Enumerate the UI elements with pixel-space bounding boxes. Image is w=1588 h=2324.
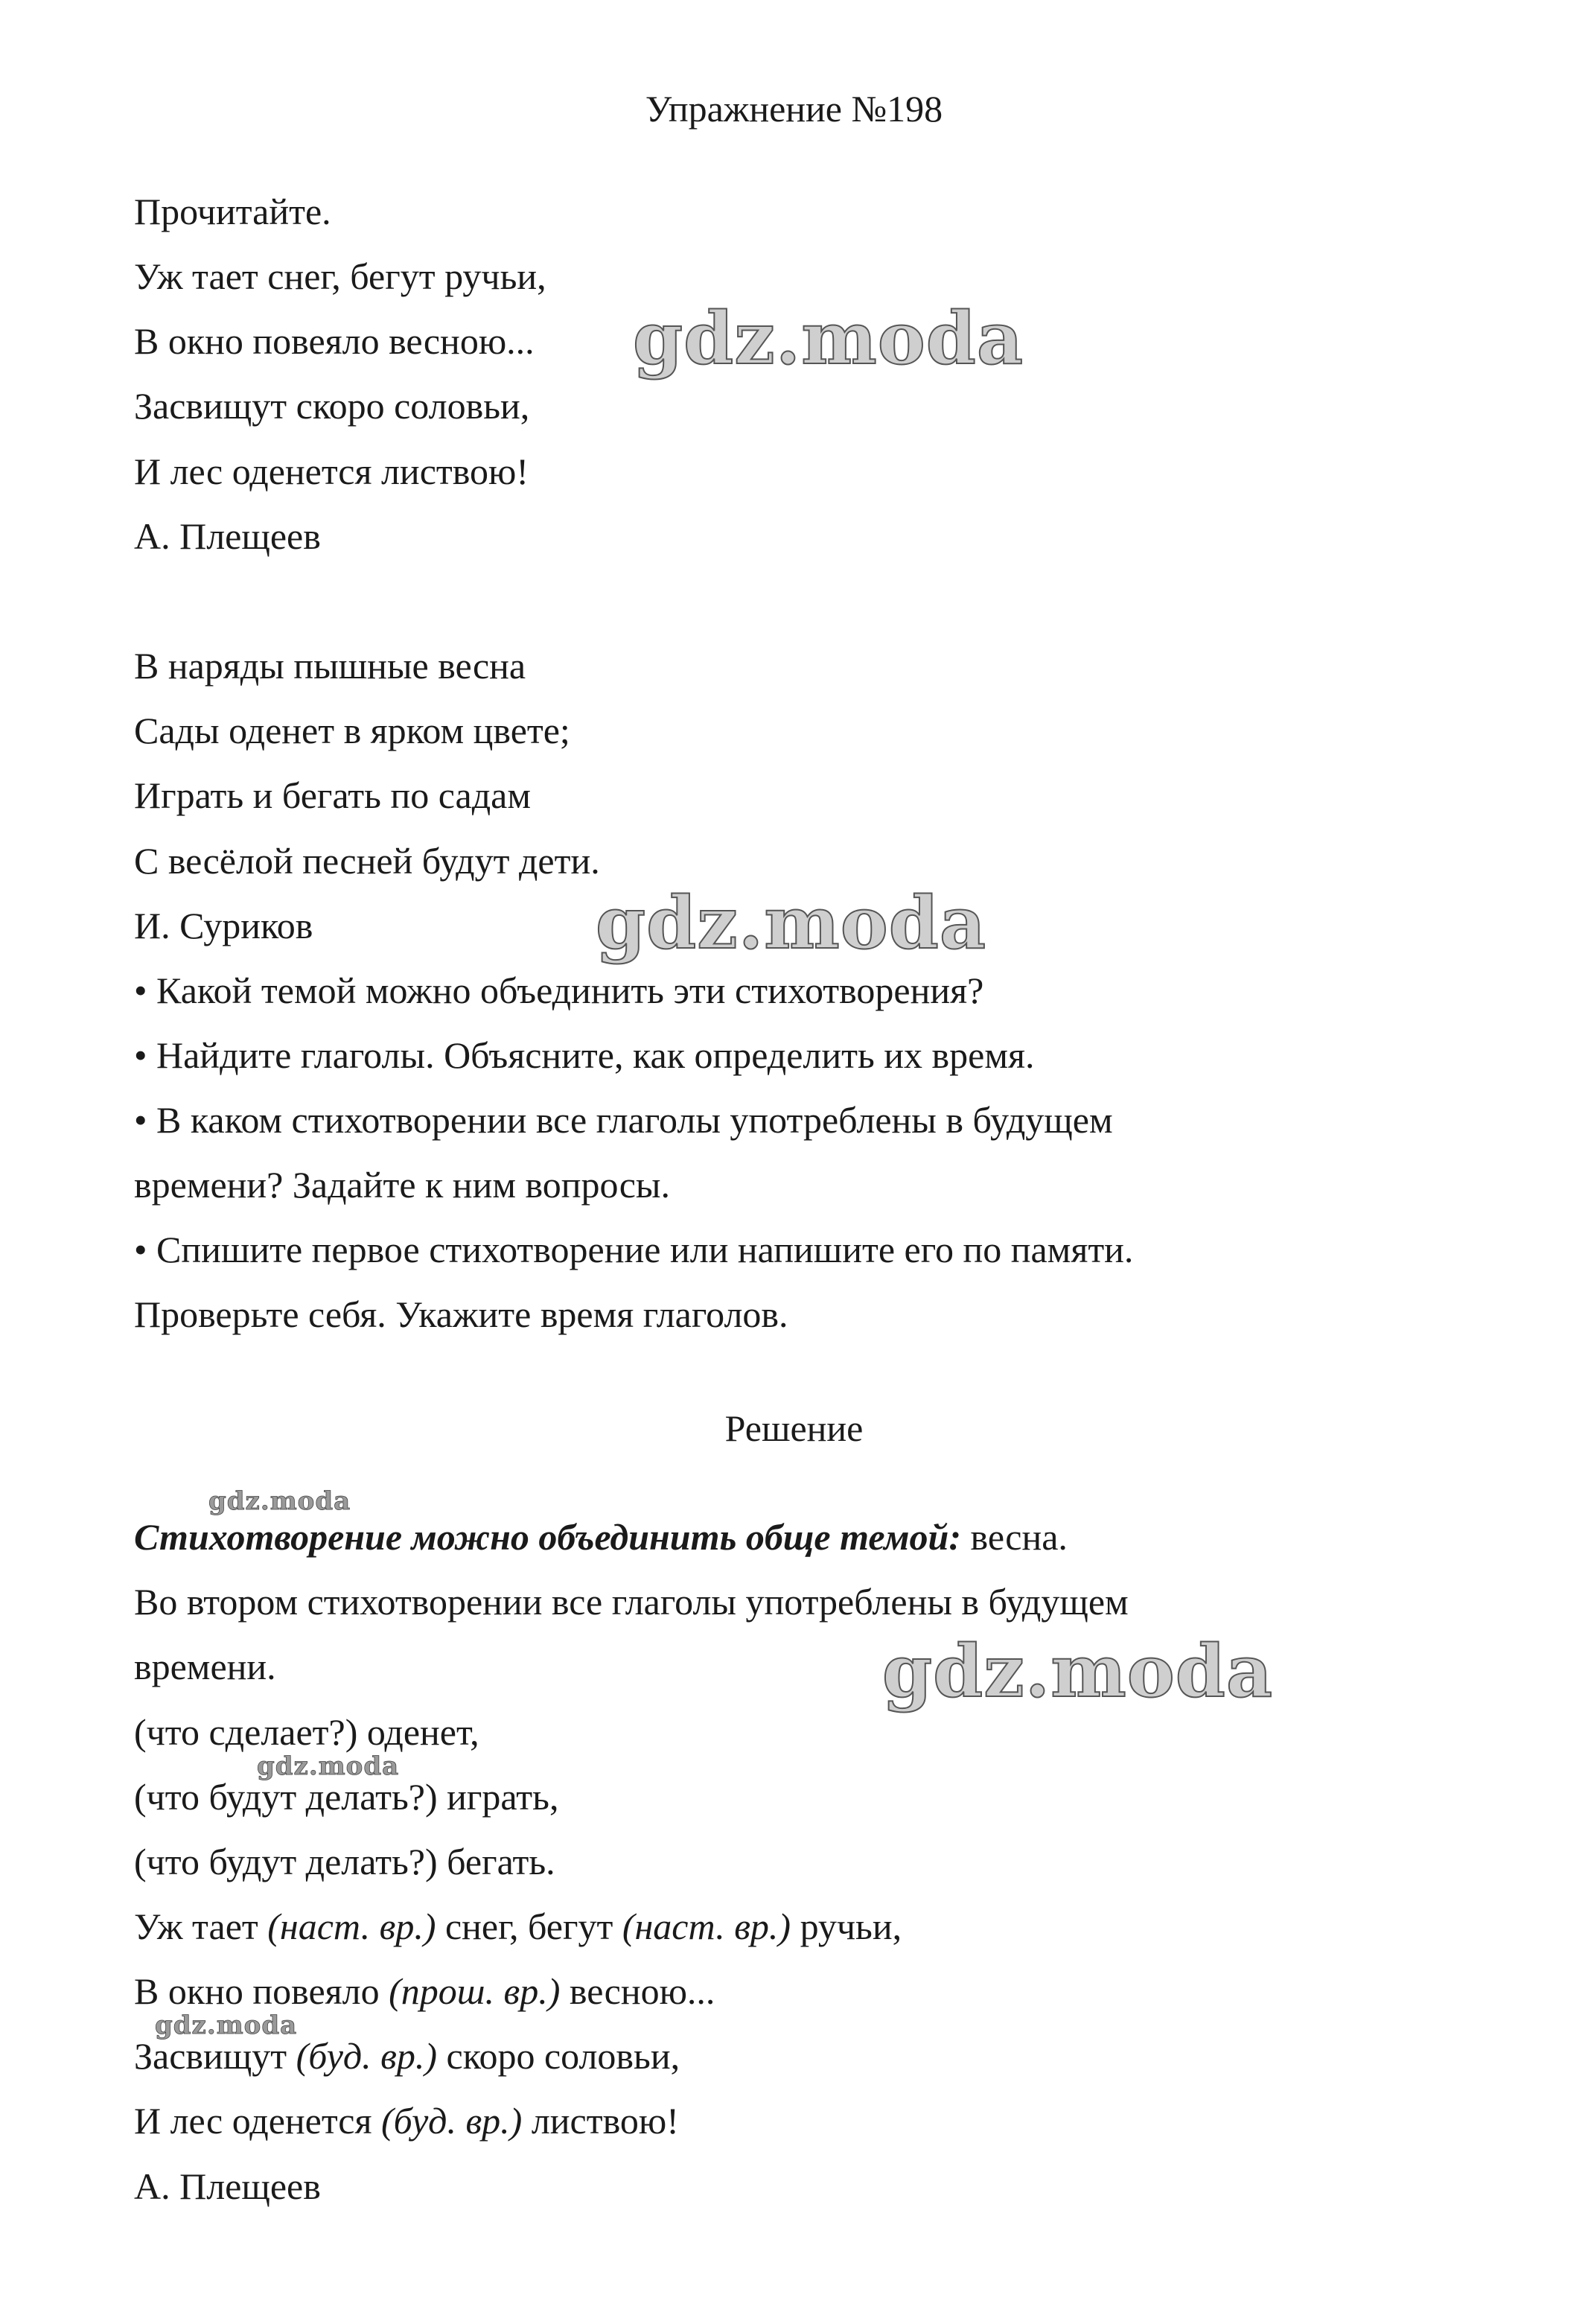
text-part: снег, бегут bbox=[436, 1906, 622, 1947]
poem1-line: В окно повеяло весною... bbox=[134, 320, 535, 362]
future-statement: Во втором стихотворении все глаголы употреблены в будущем bbox=[134, 1581, 1129, 1623]
poem1-line: Уж тает снег, бегут ручьи, bbox=[134, 255, 546, 297]
watermark-logo: gdz.moda bbox=[257, 1751, 400, 1781]
tense-note: (прош. вр.) bbox=[389, 1970, 561, 2012]
annotated-line bbox=[134, 1969, 715, 2013]
text-part: Засвищут bbox=[134, 2035, 296, 2077]
poem1-line: Засвищут скоро соловьи, bbox=[134, 385, 530, 427]
tense-note: (наст. вр.) bbox=[267, 1906, 436, 1947]
instruction: Прочитайте. bbox=[134, 191, 331, 232]
theme-value: весна. bbox=[961, 1516, 1068, 1558]
poem2-line: В наряды пышные весна bbox=[134, 645, 526, 687]
annotated-line bbox=[134, 1904, 902, 1949]
poem2-author: И. Суриков bbox=[134, 905, 313, 946]
text-part: листвою! bbox=[522, 2100, 679, 2142]
text-part: Уж тает bbox=[134, 1906, 268, 1947]
text-part: ручьи, bbox=[791, 1906, 902, 1947]
watermark-logo: gdz.moda bbox=[208, 1486, 351, 1516]
poem2-line: Сады оденет в ярком цвете; bbox=[134, 710, 570, 751]
tense-note: (буд. вр.) bbox=[296, 2035, 437, 2077]
text-part: скоро соловьи, bbox=[437, 2035, 680, 2077]
text-part: В окно повеяло bbox=[134, 1970, 389, 2012]
verb-question: (что будут делать?) играть, bbox=[134, 1776, 559, 1818]
watermark-logo: gdz.moda bbox=[155, 2011, 298, 2040]
tense-note: (наст. вр.) bbox=[622, 1906, 791, 1947]
annotated-line bbox=[134, 2034, 680, 2078]
question: • Какой темой можно объединить эти стихотворения? bbox=[134, 970, 984, 1011]
text-part: весною... bbox=[560, 1970, 715, 2012]
solution-author: А. Плещеев bbox=[134, 2165, 321, 2207]
theme-answer bbox=[134, 1515, 1068, 1559]
future-statement: времени. bbox=[134, 1646, 276, 1687]
poem2-line: С весёлой песней будут дети. bbox=[134, 840, 600, 882]
tense-note: (буд. вр.) bbox=[380, 2100, 523, 2142]
question: времени? Задайте к ним вопросы. bbox=[134, 1164, 671, 1206]
theme-label: Стихотворение можно объединить обще темой: bbox=[134, 1516, 962, 1558]
question: • Спишите первое стихотворение или напишите его по памяти. bbox=[134, 1229, 1134, 1270]
poem2-line: Играть и бегать по садам bbox=[134, 774, 531, 816]
question: Проверьте себя. Укажите время глаголов. bbox=[134, 1293, 788, 1335]
watermark-logo: gdz.moda bbox=[633, 296, 1024, 381]
annotated-line bbox=[134, 2098, 679, 2143]
watermark-logo: gdz.moda bbox=[596, 881, 987, 965]
page-title: Упражнение №198 bbox=[645, 88, 943, 130]
verb-question: (что будут делать?) бегать. bbox=[134, 1841, 555, 1882]
solution-heading: Решение bbox=[724, 1407, 864, 1449]
poem1-author: А. Плещеев bbox=[134, 515, 321, 557]
question: • В каком стихотворении все глаголы употреблены в будущем bbox=[134, 1099, 1113, 1141]
poem1-line: И лес оденется листвою! bbox=[134, 451, 529, 492]
watermark-logo: gdz.moda bbox=[882, 1629, 1274, 1713]
text-part: И лес оденется bbox=[134, 2100, 381, 2142]
question: • Найдите глаголы. Объясните, как определить их время. bbox=[134, 1034, 1035, 1076]
verb-question: (что сделает?) оденет, bbox=[134, 1711, 479, 1753]
